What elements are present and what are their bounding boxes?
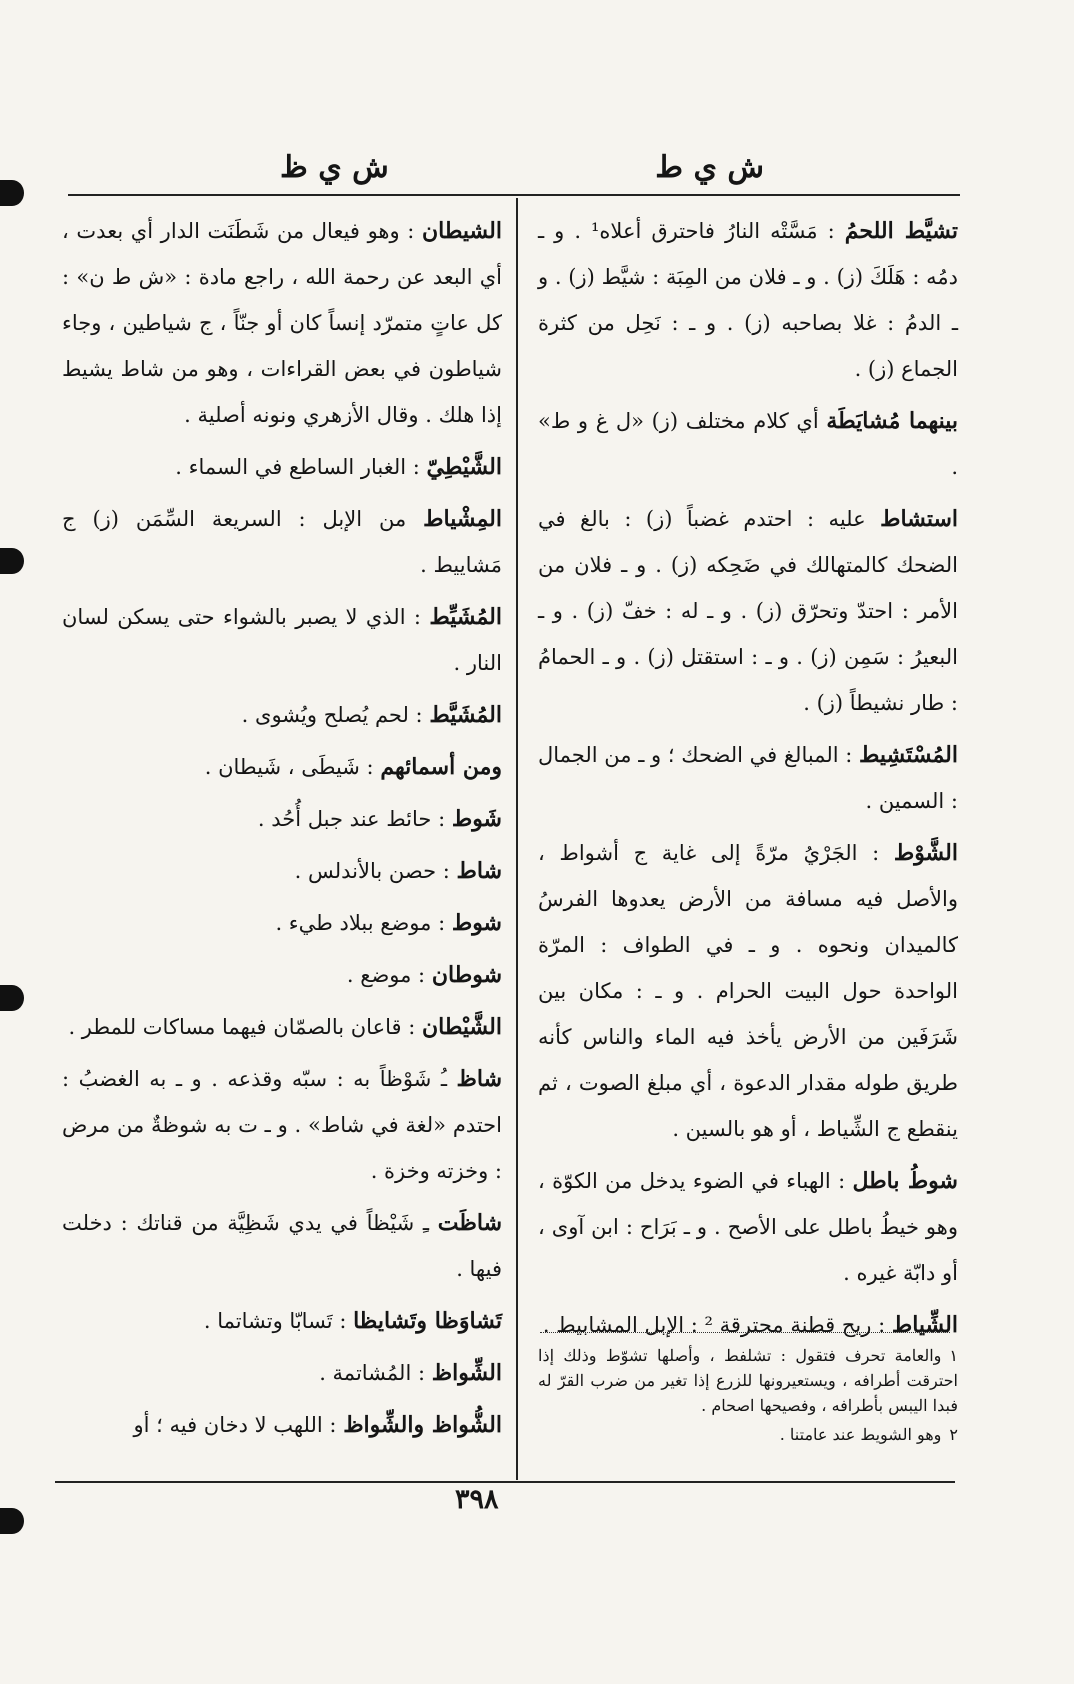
definition: ـِ شَيْظاً في يدي شَظِيَّة من قناتك : دخلت فيها . [62, 1211, 502, 1281]
definition: : الغبار الساطع في السماء . [175, 455, 420, 479]
entry [62, 952, 502, 998]
entry [62, 208, 502, 438]
definition: أي كلام مختلف (ز) «ل غ و ط» . [538, 409, 958, 479]
entry [538, 830, 958, 1152]
headword: شوطُ باطل [852, 1168, 958, 1194]
entry [62, 848, 502, 894]
definition: ـُ شَوْظاً به : سبّه وقذعه . و ـ به الغضبُ : احتدم «لغة في شاط» . و ـ ت به شوظةٌ من مرض : وخزته وخزة . [62, 1067, 502, 1183]
definition: : شَيطَى ، شَيطان . [204, 755, 374, 779]
scan-mark [0, 985, 24, 1011]
footnote-text: وهو الشويط عند عامتنا . [779, 1425, 942, 1444]
definition: : تَسابّا وتشاتما . [203, 1309, 347, 1333]
definition: عليه : احتدم غضباً (ز) : بالغ في الضحك كالمتهالك في ضَحِكه (ز) . و ـ فلان من الأمر : احتدّ وتحرّق (ز) . و ـ له : خفّ (ز) . و ـ البعيرُ : سَمِن (ز) . و ـ : استقتل (ز) . و ـ الحمامُ : طار نشيطاً (ز) . [538, 507, 958, 715]
definition: : لحم يُصلح ويُشوى . [241, 703, 423, 727]
definition: : الذي لا يصبر بالشواء حتى يسكن لسان النار . [62, 605, 502, 675]
headword: ومن أسمائهم [380, 754, 502, 780]
entry [62, 1200, 502, 1292]
entry [62, 496, 502, 588]
headword: شاظَت [437, 1210, 502, 1236]
definition: : وهو فيعال من شَطَنَت الدار أي بعدت ، أي البعد عن رحمة الله ، راجع مادة : «ش ط ن» : كل عاتٍ متمرّد إنساً كان أو جنّاً ، ج شياطين ، وجاء شياطون في بعض القراءات ، وهو من شاط يشيط إذا هلك . وقال الأزهري ونونه أصلية . [62, 219, 502, 427]
entry [538, 1302, 958, 1348]
left-column [62, 208, 502, 1454]
footnote [538, 1343, 958, 1418]
footnote-text: والعامة تحرف فتقول : تشلفط ، وأصلها تشوّط وذلك إذا احترقت أطرافه ، ويستعيرونها للزرع إذا تغير من ضرب القرّ له فبدا اليبس بأطرافه ، وفصيحها اصحام . [538, 1346, 958, 1415]
entry [62, 796, 502, 842]
headword: شاظ [456, 1066, 502, 1092]
entry [538, 208, 958, 392]
headword: شوطان [431, 962, 502, 988]
right-column-header: ش ي ط [655, 150, 764, 185]
entry [62, 1056, 502, 1194]
entry [538, 398, 958, 490]
definition: : الهباء في الضوء يدخل من الكوّة ، وهو خيطُ باطل على الأصح . و ـ بَرَاح : ابن آوى ، أو دابّة غيره . [538, 1169, 958, 1285]
definition: : المُشاتمة . [319, 1361, 426, 1385]
headword: الشيطان [421, 218, 502, 244]
entry [62, 1004, 502, 1050]
headword: الشِّياط [891, 1312, 958, 1338]
headword: المُشَيِّط [429, 604, 502, 630]
entry [538, 1158, 958, 1296]
footnote-separator [540, 1332, 950, 1333]
definition: : حائط عند جبل أُحُد . [257, 807, 446, 831]
right-column [538, 208, 958, 1354]
headword: شَوط [451, 806, 502, 832]
entry [62, 1298, 502, 1344]
headword: المُسْتَشِيط [859, 742, 958, 768]
scan-mark [0, 1508, 24, 1534]
scan-mark [0, 180, 24, 206]
left-column-header: ش ي ظ [280, 150, 389, 185]
headword: المِشْياط [423, 506, 502, 532]
definition: : اللهب لا دخان فيه ؛ أو [133, 1413, 337, 1437]
definition: : ريح قطنة محترقة ² : الإبل المشابيط . [542, 1313, 886, 1337]
entry [62, 900, 502, 946]
definition: : حصن بالأندلس . [294, 859, 450, 883]
definition: : المبالغ في الضحك ؛ و ـ من الجمال : السمين . [538, 743, 958, 813]
definition: من الإبل : السريعة السِّمَن (ز) ج مَشاييط . [62, 507, 502, 577]
footnote [538, 1422, 958, 1447]
definition: : مَسَّتْه النارُ فاحترق أعلاه¹ . و ـ دمُه : هَلَكَ (ز) . و ـ فلان من المِبَة : شيَّط (ز) . و ـ الدمُ : غلا بصاحبه (ز) . و ـ : نَحِل من كثرة الجماع (ز) . [538, 219, 958, 381]
headword: تشيَّط اللحمُ [844, 218, 958, 244]
headword: شاط [456, 858, 502, 884]
headword: الشَّيْطِيّ [426, 454, 502, 480]
footnotes [538, 1343, 958, 1451]
headword: الشَّوْط [893, 840, 958, 866]
headword: الشُّواظ والشِّواظ [343, 1412, 502, 1438]
headword: المُشَيَّط [429, 702, 502, 728]
entry [538, 732, 958, 824]
entry [62, 1350, 502, 1396]
headword: شوط [451, 910, 502, 936]
headword: الشَّيْطان [422, 1014, 502, 1040]
entry [62, 692, 502, 738]
headword: الشِّواظ [431, 1360, 502, 1386]
headword: استشاط [880, 506, 958, 532]
definition: : موضع ببلاد طيء . [275, 911, 446, 935]
scan-mark [0, 548, 24, 574]
column-divider [516, 198, 518, 1480]
footnote-number: ٢ [949, 1425, 958, 1444]
headword: بينهما مُشايَطَة [826, 408, 958, 434]
definition: : قاعان بالصمّان فيهما مساكات للمطر . [68, 1015, 416, 1039]
definition: : موضع . [346, 963, 426, 987]
entry [62, 444, 502, 490]
entry [538, 496, 958, 726]
entry [62, 1402, 502, 1448]
footnote-number: ١ [949, 1346, 958, 1365]
entry [62, 744, 502, 790]
entry [62, 594, 502, 686]
bottom-rule [55, 1481, 955, 1483]
top-rule [68, 194, 960, 196]
definition: : الجَرْيُ مرّةً إلى غاية ج أشواط ، والأصل فيه مسافة من الأرض يعدوها الفرسُ كالميدان ونحوه . و ـ في الطواف : المرّة الواحدة حول البيت الحرام . و ـ : مكان بين شَرَفَين من الأرض يأخذ فيه الماء والناس كأنه طريق طوله مقدار الدعوة ، أي مبلغ الصوت ، ثم ينقطع ج الشِّياط ، أو هو بالسين . [538, 841, 958, 1141]
headword: تَشاوَظا وتَشايظا [353, 1308, 502, 1334]
page-number: ٣٩٨ [455, 1484, 499, 1515]
